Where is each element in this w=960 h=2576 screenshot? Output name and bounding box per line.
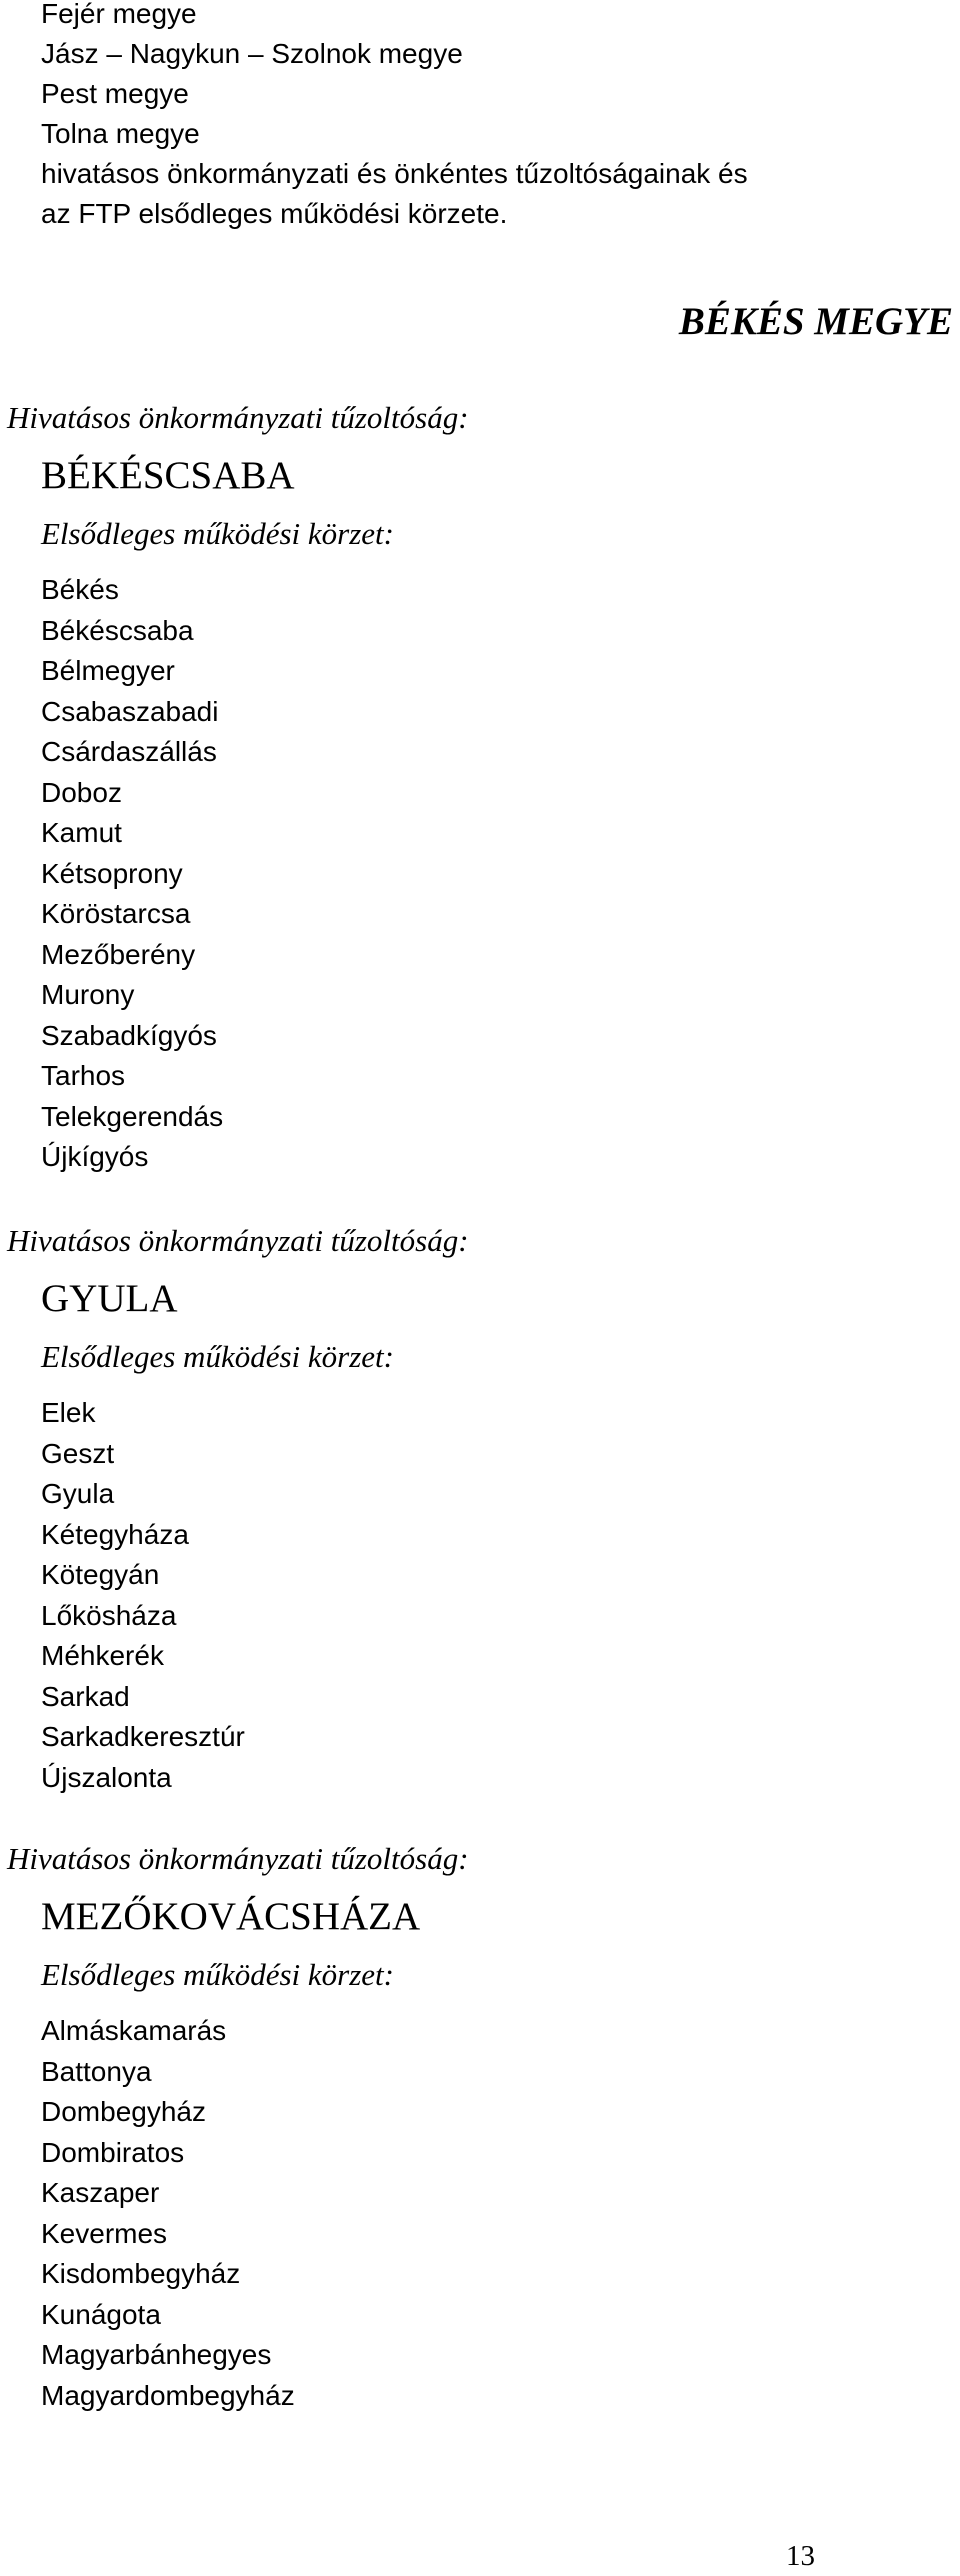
town-item: Békéscsaba [41, 614, 194, 646]
town-list [41, 570, 469, 1178]
fire-station-section [0, 1839, 469, 2416]
town-item: Kétegyháza [41, 1518, 189, 1550]
page-number: 13 [786, 2540, 815, 2572]
intro-line: Tolna megye [41, 118, 200, 149]
town-item: Lőkösháza [41, 1599, 177, 1631]
town-item: Elek [41, 1397, 96, 1428]
section-label: Hivatásos önkormányzati tűzoltóság: [7, 1841, 469, 1876]
section-label: Hivatásos önkormányzati tűzoltóság: [7, 400, 469, 435]
intro-line: Jász – Nagykun – Szolnok megye [41, 38, 463, 69]
fire-station-section [0, 1221, 469, 1798]
town-item: Almáskamarás [41, 2015, 227, 2046]
town-item: Dombegyház [41, 2096, 206, 2127]
town-item: Sarkad [41, 1680, 130, 1712]
station-name: BÉKÉSCSABA [41, 454, 295, 497]
town-item: Sarkadkeresztúr [41, 1721, 245, 1752]
intro-line: hivatásos önkormányzati és önkéntes tűzoltóságainak és [41, 158, 748, 189]
town-item: Murony [41, 979, 135, 1010]
town-item: Kötegyán [41, 1559, 160, 1590]
town-item: Csabaszabadi [41, 695, 219, 727]
town-item: Kisdombegyház [41, 2258, 241, 2289]
town-item: Méhkerék [41, 1640, 164, 1671]
town-item: Újkígyós [41, 1141, 149, 1172]
town-list [41, 1393, 469, 1798]
town-item: Doboz [41, 776, 122, 808]
town-item: Tarhos [41, 1060, 126, 1091]
area-label: Elsődleges működési körzet: [41, 1957, 394, 1992]
town-list [41, 2011, 469, 2416]
station-name: GYULA [41, 1277, 178, 1320]
town-item: Csárdaszállás [41, 736, 217, 767]
area-label: Elsődleges működési körzet: [41, 516, 394, 551]
town-item: Kamut [41, 817, 122, 848]
intro-text [41, 0, 748, 234]
town-item: Köröstarcsa [41, 898, 191, 929]
intro-line: az FTP elsődleges működési körzete. [41, 198, 508, 229]
intro-line: Pest megye [41, 78, 189, 109]
town-item: Békés [41, 574, 119, 605]
station-name: MEZŐKOVÁCSHÁZA [41, 1895, 421, 1938]
town-item: Dombiratos [41, 2136, 185, 2168]
area-label: Elsődleges működési körzet: [41, 1339, 394, 1374]
town-item: Kunágota [41, 2298, 161, 2330]
town-item: Battonya [41, 2055, 152, 2087]
town-item: Kaszaper [41, 2177, 160, 2208]
section-label: Hivatásos önkormányzati tűzoltóság: [7, 1223, 469, 1258]
town-item: Gyula [41, 1478, 115, 1509]
town-item: Bélmegyer [41, 655, 175, 686]
county-heading: BÉKÉS MEGYE [678, 300, 953, 343]
intro-line: Fejér megye [41, 0, 197, 29]
fire-station-section [0, 398, 469, 1178]
town-item: Kevermes [41, 2217, 168, 2249]
town-item: Geszt [41, 1437, 115, 1469]
town-item: Mezőberény [41, 938, 196, 970]
town-item: Újszalonta [41, 1761, 172, 1793]
town-item: Szabadkígyós [41, 1019, 217, 1051]
town-item: Magyarbánhegyes [41, 2339, 272, 2370]
town-item: Kétsoprony [41, 857, 183, 889]
town-item: Magyardombegyház [41, 2379, 295, 2411]
town-item: Telekgerendás [41, 1100, 224, 1132]
